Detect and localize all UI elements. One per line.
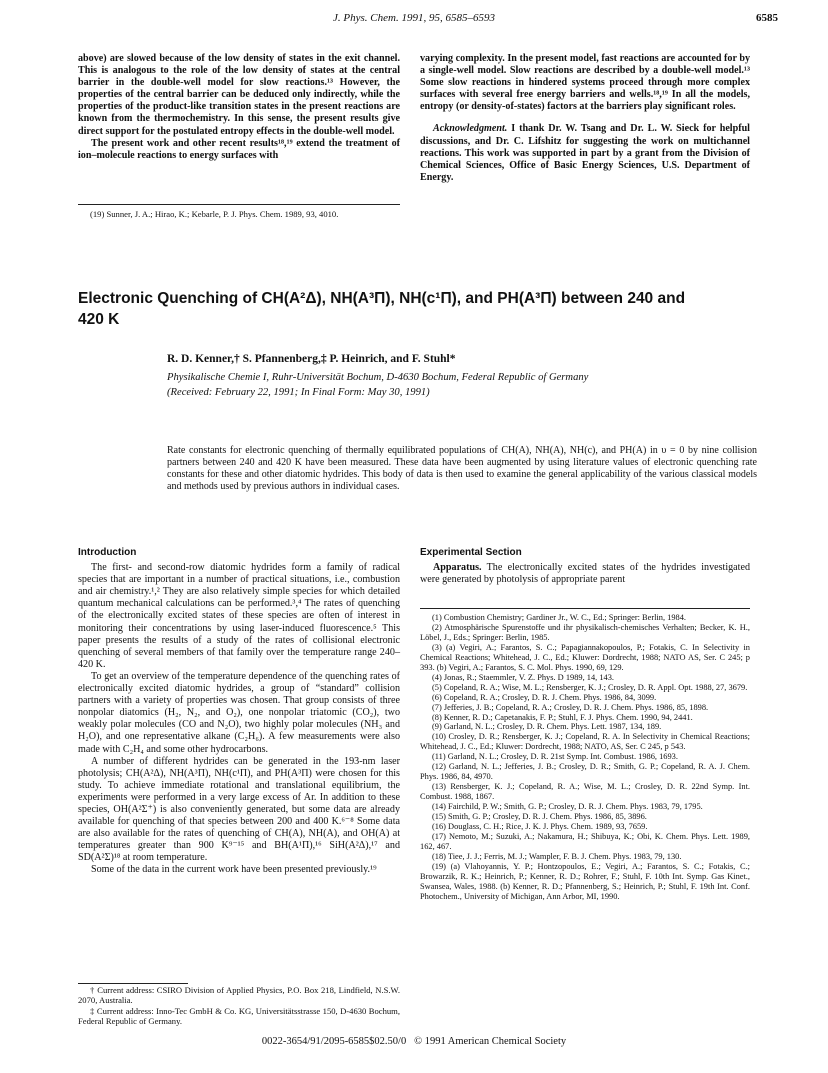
- article-title: Electronic Quenching of CH(A²Δ), NH(A³Π), NH(c¹Π), and PH(A³Π) between 240 and 420 K: [78, 290, 686, 328]
- prev-paragraph: The present work and other recent results¹⁸,¹⁹ extend the treatment of ion–molecule reactions to energy surfaces with: [78, 137, 400, 161]
- reference-item: (12) Garland, N. L.; Jefferies, J. B.; Crosley, D. R.; Smith, G. P.; Copeland, R. A. J. Chem. Phys. 1986, 84, 4970.: [420, 762, 750, 782]
- page-number: 6585: [756, 12, 778, 24]
- section-heading-experimental: Experimental Section: [420, 547, 522, 558]
- author-footnotes: † Current address: CSIRO Division of Applied Physics, P.O. Box 218, Lindfield, N.S.W. 2070, Australia. ‡ Current address: Inno-Tec GmbH & Co. KG, Universitätsstrasse 150, D-4630 Bochum, Federal Republic of Germany.: [78, 985, 400, 1026]
- acknowledgment-label: Acknowledgment.: [433, 123, 508, 135]
- reference-item: (9) Garland, N. L.; Crosley, D. R. Chem. Phys. Lett. 1987, 134, 189.: [432, 722, 662, 732]
- reference-item: (6) Copeland, R. A.; Crosley, D. R. J. Chem. Phys. 1986, 84, 3099.: [432, 692, 657, 702]
- references-list: [420, 613, 750, 902]
- prev-article-right-column: [420, 53, 750, 184]
- reference-item: (11) Garland, N. L.; Crosley, D. R. 21st Symp. Int. Combust. 1986, 1693.: [432, 752, 678, 762]
- reference-item: (4) Jonas, R.; Staemmler, V. Z. Phys. D 1989, 14, 143.: [432, 672, 614, 682]
- reference-item: (8) Kenner, R. D.; Capetanakis, F. P.; Stuhl, F. J. Phys. Chem. 1990, 94, 2441.: [432, 712, 693, 722]
- received-dates: (Received: February 22, 1991; In Final Form: May 30, 1991): [167, 387, 430, 398]
- authors: R. D. Kenner,† S. Pfannenberg,‡ P. Heinrich, and F. Stuhl*: [167, 353, 456, 365]
- reference-item: (16) Douglass, C. H.; Rice, J. K. J. Phys. Chem. 1989, 93, 7659.: [432, 822, 648, 832]
- affiliation: Physikalische Chemie I, Ruhr-Universität Bochum, D-4630 Bochum, Federal Republic of Germany: [167, 372, 589, 383]
- prev-paragraph: varying complexity. In the present model, fast reactions are accounted for by a single-well model. Slow reactions are described by a double-well model.¹³ Some slow reactions in hindered systems proceed through more complex surfaces with several free energy barriers and wells.¹⁸,¹⁹ In all the models, entropy (or density-of-states) factors at the barriers play significant roles.: [420, 53, 750, 113]
- reference-item: (14) Fairchild, P. W.; Smith, G. P.; Crosley, D. R. J. Chem. Phys. 1983, 79, 1795.: [432, 802, 703, 812]
- journal-header: J. Phys. Chem. 1991, 95, 6585–6593: [333, 12, 495, 24]
- author-footnote-divider: [78, 983, 188, 984]
- reference-item: (5) Copeland, R. A.; Wise, M. L.; Rensberger, K. J.; Crosley, D. R. Appl. Opt. 1988, 27, 3679.: [432, 682, 748, 692]
- reference-item: (7) Jefferies, J. B.; Copeland, R. A.; Crosley, D. R. J. Chem. Phys. 1986, 85, 1898.: [432, 702, 709, 712]
- intro-paragraph: To get an overview of the temperature dependence of the quenching rates of electronically excited diatomic hydrides, a group of “standard” collision partners with a variety of properties was chosen. That group consists of three nonpolar diatomics (H₂, N₂, and O₂), one nonpolar triatomic (CO₂), two weakly polar molecules (CO and N₂O), two highly polar molecules (NH₃ and H₂O), and one representative alkane (C₂H₆). A few measurements were also made with C₂H₄ and some other hydrocarbons.: [78, 670, 400, 755]
- section-heading-introduction: Introduction: [78, 547, 137, 558]
- intro-paragraph: A number of different hydrides can be generated in the 193-nm laser photolysis; CH(A²Δ), NH(A³Π), NH(c¹Π), and PH(A³Π) were chosen for this study. To achieve immediate rotational and translational equilibrium, the experiments were performed in a very large excess of Ar. In addition to these species, OH(A²Σ⁺) is also conveniently generated, but some data are already available for quenching of that species between 200 and 400 K.⁶⁻⁸ Some data are also available for the rates of quenching of CH(A), NH(A), and OH(A) at temperatures greater than 900 K⁹⁻¹⁵ and BH(A¹Π),¹⁶ SiH(A²Δ),¹⁷ and SD(A²Σ)¹⁸ at room temperature.: [78, 755, 400, 864]
- apparatus-subheading: Apparatus.: [433, 562, 482, 574]
- references-divider: [420, 608, 750, 609]
- reference-item: (17) Nemoto, M.; Suzuki, A.; Nakamura, H.; Shibuya, K.; Obi, K. Chem. Phys. Lett. 1989, 162, 467.: [420, 831, 750, 851]
- reference-item: (3) (a) Vegiri, A.; Farantos, S. C.; Papagiannakopoulos, P.; Fotakis, C. In Selectivity in Chemical Reactions; Whitehead, J. C., Ed.; Kluwer: Dordrecht, 1988; NATO AS, Ser. C 245; p 393. (b) Vegiri, A.; Farantos, S. C. Mol. Phys. 1990, 69, 129.: [420, 642, 750, 672]
- reference-item: (2) Atmosphärische Spurenstoffe und ihr physikalisch-chemisches Verhalten; Becker, K. H., Löbel, J., Eds.; Springer: Berlin, 1985.: [420, 622, 750, 642]
- intro-paragraph: Some of the data in the current work have been presented previously.¹⁹: [91, 864, 377, 876]
- prev-footnote: (19) Sunner, J. A.; Hirao, K.; Kebarle, P. J. Phys. Chem. 1989, 93, 4010.: [90, 209, 339, 219]
- introduction-column: [78, 547, 400, 877]
- reference-item: (1) Combustion Chemistry; Gardiner Jr., W. C., Ed.; Springer: Berlin, 1984.: [432, 613, 687, 622]
- footer-copyright: 0022-3654/91/2095-6585$02.50/0 © 1991 American Chemical Society: [261, 1036, 567, 1047]
- abstract: Rate constants for electronic quenching of thermally equilibrated populations of CH(A), NH(A), NH(c), and PH(A) in υ = 0 by nine collision partners between 240 and 420 K have been measured. These data have been augmented by using literature values of electronic quenching rate constants for these and other diatomic hydrides. This body of data is then used to examine the general applicability of the various classical models and methods used by previous authors in individual cases.: [167, 445, 757, 492]
- prev-article-left-column: [78, 53, 400, 162]
- reference-item: (13) Rensberger, K. J.; Copeland, R. A.; Wise, M. L.; Crosley, D. R. 22nd Symp. Int. Combust. 1988, 1867.: [420, 782, 750, 802]
- reference-item: (19) (a) Vlahoyannis, Y. P.; Hontzopoulos, E.; Vegiri, A.; Farantos, S. C.; Fotakis, C.; Browarzik, R. K.; Heinrich, P.; Kenner, R. D.; Rohrer, F.; Stuhl, F. 10th Int. Symp. Gas Kinet., Swansea, Wales, 1988. (b) Kenner, R. D.; Pfannenberg, S.; Heinrich, P.; Stuhl, F. 19th Int. Conf. Photochem., University of Michigan, Ann Arbor, MI, 1990.: [420, 861, 750, 901]
- experimental-column: [420, 547, 750, 586]
- intro-paragraph: The first- and second-row diatomic hydrides form a family of radical species that are important in a number of practical situations, i.e., combustion and air chemistry.¹,² They are also relatively simple species for which detailed quantum mechanical calculations can be performed.³,⁴ The rates of quenching of the electronically excited states of these species are often of interest in monitoring their concentrations by using laser-induced fluorescence.⁵ This paper presents the results of a study of the rates of collisional electronic quenching of several members of that family over the temperature range 240–420 K.: [78, 562, 400, 670]
- reference-item: (18) Tiee, J. J.; Ferris, M. J.; Wampler, F. B. J. Chem. Phys. 1983, 79, 130.: [432, 851, 682, 861]
- experimental-paragraph: Apparatus. The electronically excited states of the hydrides investigated were generated by photolysis of appropriate parent: [420, 562, 750, 586]
- acknowledgment: Acknowledgment. I thank Dr. W. Tsang and Dr. L. W. Sieck for helpful discussions, and Dr. C. Lifshitz for suggesting the work on multichannel reactions. This work was supported in part by a grant from the Division of Chemical Sciences, Office of Basic Energy Sciences, U.S. Department of Energy.: [420, 123, 750, 183]
- reference-item: (10) Crosley, D. R.; Rensberger, K. J.; Copeland, R. A. In Selectivity in Chemical Reactions; Whitehead, J. C., Ed.; Kluwer: Dordrecht, 1988; NATO, AS, Ser. C 245, p 543.: [420, 732, 750, 752]
- reference-item: (15) Smith, G. P.; Crosley, D. R. J. Chem. Phys. 1986, 85, 3896.: [432, 812, 647, 822]
- prev-paragraph: above) are slowed because of the low density of states in the exit channel. This is analogous to the role of the low density of states at the central barrier in the double-well model for slow reactions.¹³ However, the properties of the central barrier can be deduced only indirectly, while the properties of the product-like transition states in the present reactions are known from the thermochemistry. In this sense, the present results give direct support for the postulated entropy effects in the double-well model.: [78, 53, 400, 137]
- footnote-divider: [78, 204, 400, 205]
